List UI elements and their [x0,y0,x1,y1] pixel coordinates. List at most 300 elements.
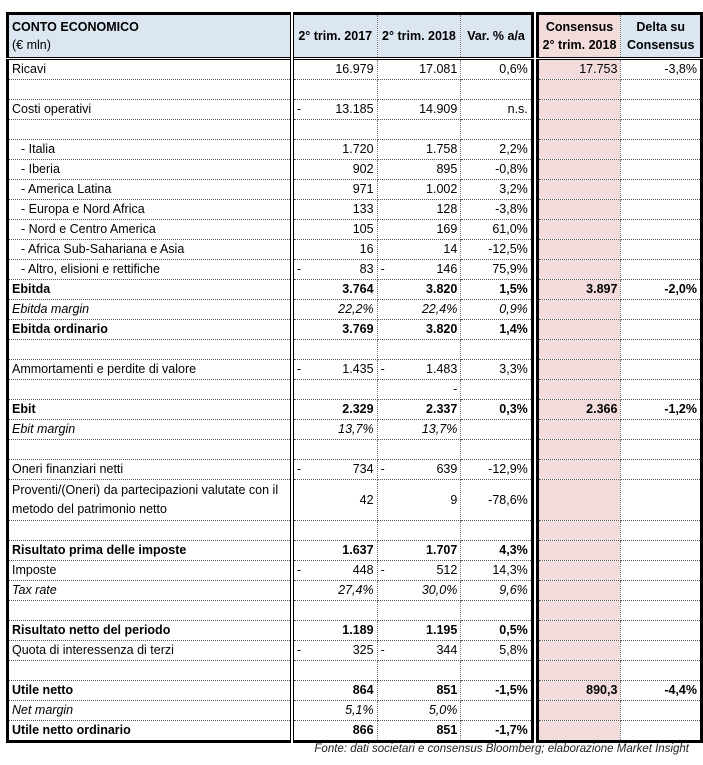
value-2017-value: 13,7% [338,422,374,436]
table-row [8,581,702,601]
value-var [461,180,532,200]
value-2018-value: 30,0% [421,583,458,597]
value-var [461,140,532,160]
value-consensus [537,521,621,541]
value-consensus [537,420,621,440]
value-2018-value: 14 [443,242,458,256]
value-2018-value: 146 [436,262,458,276]
value-2017 [292,340,377,360]
row-label-value: Tax rate [12,583,57,597]
row-label-value: Quota di interessenza di terzi [12,643,174,657]
value-var [461,621,532,641]
value-2018-value: 17.081 [419,62,458,76]
value-2017-value: 42 [359,492,374,507]
value-delta [621,400,702,420]
value-2017 [292,59,377,80]
value-var [461,220,532,240]
value-var-value: -1,5% [495,683,528,697]
header-title [8,14,292,59]
value-2018 [377,120,461,140]
value-2018-value: 3.820 [426,322,458,336]
value-2017-value: 1.189 [342,623,374,637]
table-body [8,59,702,742]
value-var-value: 3,2% [499,182,528,196]
value-2017-value: 133 [352,202,374,216]
table-row [8,621,702,641]
value-2018 [377,180,461,200]
value-2017 [292,180,377,200]
value-delta [621,601,702,621]
row-label [8,100,292,120]
value-2017 [292,120,377,140]
value-consensus [537,100,621,120]
value-var [461,400,532,420]
row-label-value: Proventi/(Oneri) da partecipazioni valutate con il metodo del patrimonio netto [12,483,279,516]
value-2018 [377,681,461,701]
row-label [8,621,292,641]
value-var [461,240,532,260]
value-delta [621,340,702,360]
value-2018 [377,621,461,641]
row-label [8,360,292,380]
value-2018 [377,480,461,521]
value-delta [621,440,702,460]
value-var-value: -0,8% [495,162,528,176]
value-2018 [377,561,461,581]
header-title-text: CONTO ECONOMICO [12,20,139,34]
value-var-value: 0,6% [499,62,528,76]
value-2017-value: 448 [352,563,374,577]
value-2017 [292,80,377,100]
table-row [8,320,702,340]
value-consensus [537,180,621,200]
value-2018-value: 3.820 [426,282,458,296]
value-var-value: 2,2% [499,142,528,156]
row-label [8,521,292,541]
income-statement-table-wrapper [6,12,703,743]
table-row [8,400,702,420]
value-2017 [292,320,377,340]
table-row [8,480,702,521]
value-delta [621,220,702,240]
row-label [8,300,292,320]
table-row [8,681,702,701]
header-consensus-line2: 2° trim. 2018 [542,38,617,52]
value-2018-value: 14.909 [419,102,458,116]
row-label [8,701,292,721]
header-consensus-line1: Consensus [545,20,614,34]
table-row [8,220,702,240]
value-var [461,100,532,120]
value-2018-value: 2.337 [426,402,458,416]
value-2018-value: 5,0% [428,703,458,717]
value-var [461,641,532,661]
value-2018 [377,360,461,380]
value-delta [621,280,702,300]
value-delta [621,521,702,541]
value-2018 [377,240,461,260]
value-var [461,300,532,320]
value-2017-value: 3.769 [342,322,374,336]
value-2017 [292,460,377,480]
value-2018-value: 1.483 [426,362,458,376]
value-2018 [377,541,461,561]
value-consensus [537,340,621,360]
value-var [461,360,532,380]
negative-sign: - [380,362,385,376]
row-label [8,561,292,581]
value-2018 [377,661,461,681]
row-label-value: Risultato prima delle imposte [12,543,187,557]
value-delta [621,360,702,380]
value-consensus [537,160,621,180]
value-delta [621,460,702,480]
row-label [8,440,292,460]
value-consensus [537,120,621,140]
row-label [8,180,292,200]
value-consensus [537,641,621,661]
value-var-value: 61,0% [492,222,528,236]
value-2018-value: 639 [436,462,458,476]
value-delta [621,300,702,320]
value-var [461,280,532,300]
header-row [8,14,702,59]
value-consensus [537,260,621,280]
value-2017 [292,240,377,260]
row-label [8,721,292,742]
value-consensus [537,721,621,742]
value-2018-value: 128 [436,202,458,216]
value-consensus-value: 3.897 [586,282,618,296]
value-delta [621,120,702,140]
value-2017 [292,701,377,721]
row-label [8,480,292,521]
value-var [461,420,532,440]
value-delta [621,160,702,180]
row-label [8,601,292,621]
value-var [461,320,532,340]
value-var [461,480,532,521]
value-var [461,701,532,721]
value-2017 [292,280,377,300]
value-2017-value: 2.329 [342,402,374,416]
value-2018 [377,200,461,220]
value-2017 [292,721,377,742]
value-2018-value: 895 [436,162,458,176]
value-var [461,721,532,742]
value-2017 [292,601,377,621]
value-consensus [537,460,621,480]
negative-sign: - [380,262,385,276]
value-2017-value: 22,2% [338,302,374,316]
value-2017-value: 902 [352,162,374,176]
value-2018-value: 1.002 [426,182,458,196]
row-label-value: - America Latina [21,182,112,196]
value-consensus [537,400,621,420]
table-row [8,260,702,280]
row-label [8,120,292,140]
value-var [461,160,532,180]
row-label [8,260,292,280]
row-label [8,59,292,80]
value-2018 [377,100,461,120]
value-2018-value: 1.758 [426,142,458,156]
source-footnote: Fonte: dati societari e consensus Bloomberg; elaborazione Market Insight [314,743,689,755]
value-var-value: -78,6% [488,492,528,507]
value-var [461,200,532,220]
row-label [8,460,292,480]
row-label-value: Costi operativi [12,102,92,116]
value-2017 [292,420,377,440]
row-label [8,280,292,300]
negative-sign: - [380,643,385,657]
value-2017 [292,400,377,420]
value-consensus [537,80,621,100]
row-label-value: - Altro, elisioni e rettifiche [21,262,160,276]
table-row [8,601,702,621]
value-2017 [292,661,377,681]
table-row [8,440,702,460]
value-delta [621,581,702,601]
value-consensus [537,701,621,721]
value-delta [621,380,702,400]
header-consensus [537,14,621,59]
value-2017-value: 16.979 [335,62,374,76]
row-label-value: Oneri finanziari netti [12,462,124,476]
table-row [8,120,702,140]
value-consensus [537,59,621,80]
value-consensus [537,561,621,581]
value-consensus [537,360,621,380]
value-consensus [537,380,621,400]
table-row [8,661,702,681]
value-var-value: -12,5% [488,242,528,256]
value-2017-value: 1.435 [342,362,374,376]
value-consensus [537,581,621,601]
header-2017: 2° trim. 2017 [292,14,377,59]
value-2018 [377,701,461,721]
value-2018 [377,521,461,541]
value-consensus [537,621,621,641]
value-2017-value: 27,4% [338,583,374,597]
value-2018 [377,320,461,340]
value-2018 [377,581,461,601]
value-2017-value: 105 [352,222,374,236]
value-2018 [377,440,461,460]
value-2018-value: 851 [436,683,458,697]
negative-sign: - [296,362,302,376]
value-consensus [537,681,621,701]
value-2017-value: 1.720 [342,142,374,156]
value-delta [621,100,702,120]
value-2018 [377,300,461,320]
table-row [8,340,702,360]
value-var [461,460,532,480]
value-2017 [292,260,377,280]
value-var-value: -1,7% [495,723,528,737]
row-label [8,220,292,240]
table-row [8,180,702,200]
value-2018-value: 851 [436,723,458,737]
value-2017-value: 971 [352,182,374,196]
row-label-value: Net margin [12,703,74,717]
value-2018 [377,420,461,440]
value-var [461,661,532,681]
value-consensus [537,541,621,561]
value-2018-value: 1.195 [426,623,458,637]
row-label [8,240,292,260]
value-2017-value: 5,1% [345,703,374,717]
value-var-value: 4,3% [499,543,528,557]
table-row [8,140,702,160]
value-consensus-value: 2.366 [586,402,618,416]
table-row [8,360,702,380]
value-delta [621,80,702,100]
value-2018 [377,220,461,240]
value-delta [621,621,702,641]
value-2017 [292,541,377,561]
row-label-value: Ricavi [12,62,47,76]
table-row [8,160,702,180]
value-delta [621,320,702,340]
value-consensus [537,140,621,160]
row-label [8,380,292,400]
value-consensus [537,480,621,521]
table-row [8,420,702,440]
value-var-value: 14,3% [492,563,528,577]
value-var [461,59,532,80]
value-2017 [292,380,377,400]
value-2017 [292,220,377,240]
value-2017 [292,440,377,460]
value-delta [621,480,702,521]
header-var: Var. % a/a [461,14,532,59]
table-row [8,541,702,561]
value-consensus [537,320,621,340]
value-2017 [292,641,377,661]
value-consensus [537,240,621,260]
value-var-value: 9,6% [499,583,528,597]
value-2017-value: 864 [352,683,374,697]
negative-sign: - [296,262,302,276]
value-2018-value: 22,4% [421,302,458,316]
value-2017-value: 13.185 [335,102,374,116]
value-2017 [292,621,377,641]
value-delta [621,681,702,701]
value-2018-value: 9 [450,492,458,507]
value-var [461,601,532,621]
table-row [8,701,702,721]
value-2018 [377,641,461,661]
row-label [8,400,292,420]
value-2018 [377,460,461,480]
value-delta [621,240,702,260]
value-2017 [292,300,377,320]
value-delta [621,661,702,681]
value-delta-value: -2,0% [664,282,697,296]
row-label-value: Utile netto [12,683,74,697]
value-consensus [537,300,621,320]
value-delta [621,140,702,160]
value-2017-value: 734 [352,462,374,476]
value-var [461,521,532,541]
row-label [8,200,292,220]
row-label-value: - Nord e Centro America [21,222,156,236]
value-delta [621,701,702,721]
negative-sign: - [296,462,302,476]
row-label-value: - Europa e Nord Africa [21,202,145,216]
value-var [461,561,532,581]
value-2017 [292,200,377,220]
value-2017-value: 866 [352,723,374,737]
value-var-value: 75,9% [492,262,528,276]
value-2018-value: 344 [436,643,458,657]
row-label-value: Imposte [12,563,57,577]
value-consensus [537,661,621,681]
value-var-value: 0,3% [499,402,528,416]
header-delta-line1: Delta su [636,20,686,34]
row-label [8,641,292,661]
value-var [461,260,532,280]
table-row [8,80,702,100]
value-2018 [377,140,461,160]
negative-sign: - [296,643,302,657]
row-label-value: - Africa Sub-Sahariana e Asia [21,242,185,256]
value-consensus-value: 890,3 [586,683,618,697]
header-2018: 2° trim. 2018 [377,14,461,59]
value-delta [621,200,702,220]
value-2018 [377,260,461,280]
value-2017-value: 16 [359,242,374,256]
value-2017 [292,360,377,380]
value-var [461,80,532,100]
value-var-value: 1,4% [499,322,528,336]
negative-sign: - [296,563,302,577]
row-label-value: Utile netto ordinario [12,723,131,737]
value-var-value: 0,5% [499,623,528,637]
row-label [8,581,292,601]
table-row [8,561,702,581]
row-label-value: Risultato netto del periodo [12,623,171,637]
value-consensus-value: 17.753 [579,62,618,76]
value-var-value: -12,9% [488,462,528,476]
value-2018-value: - [453,382,458,396]
value-2017 [292,480,377,521]
row-label [8,420,292,440]
table-row [8,100,702,120]
value-var-value: n.s. [507,102,528,116]
value-delta-value: -1,2% [664,402,697,416]
value-var-value: 1,5% [499,282,528,296]
value-var-value: 0,9% [499,302,528,316]
value-2017-value: 325 [352,643,374,657]
row-label [8,541,292,561]
row-label [8,140,292,160]
value-2017 [292,160,377,180]
value-var [461,380,532,400]
table-row [8,59,702,80]
value-2018 [377,400,461,420]
header-delta-line2: Consensus [627,38,695,52]
row-label [8,320,292,340]
value-var [461,340,532,360]
row-label [8,661,292,681]
value-var [461,440,532,460]
row-label-value: Ebit margin [12,422,76,436]
row-label [8,80,292,100]
table-row [8,380,702,400]
value-var-value: 5,8% [499,643,528,657]
